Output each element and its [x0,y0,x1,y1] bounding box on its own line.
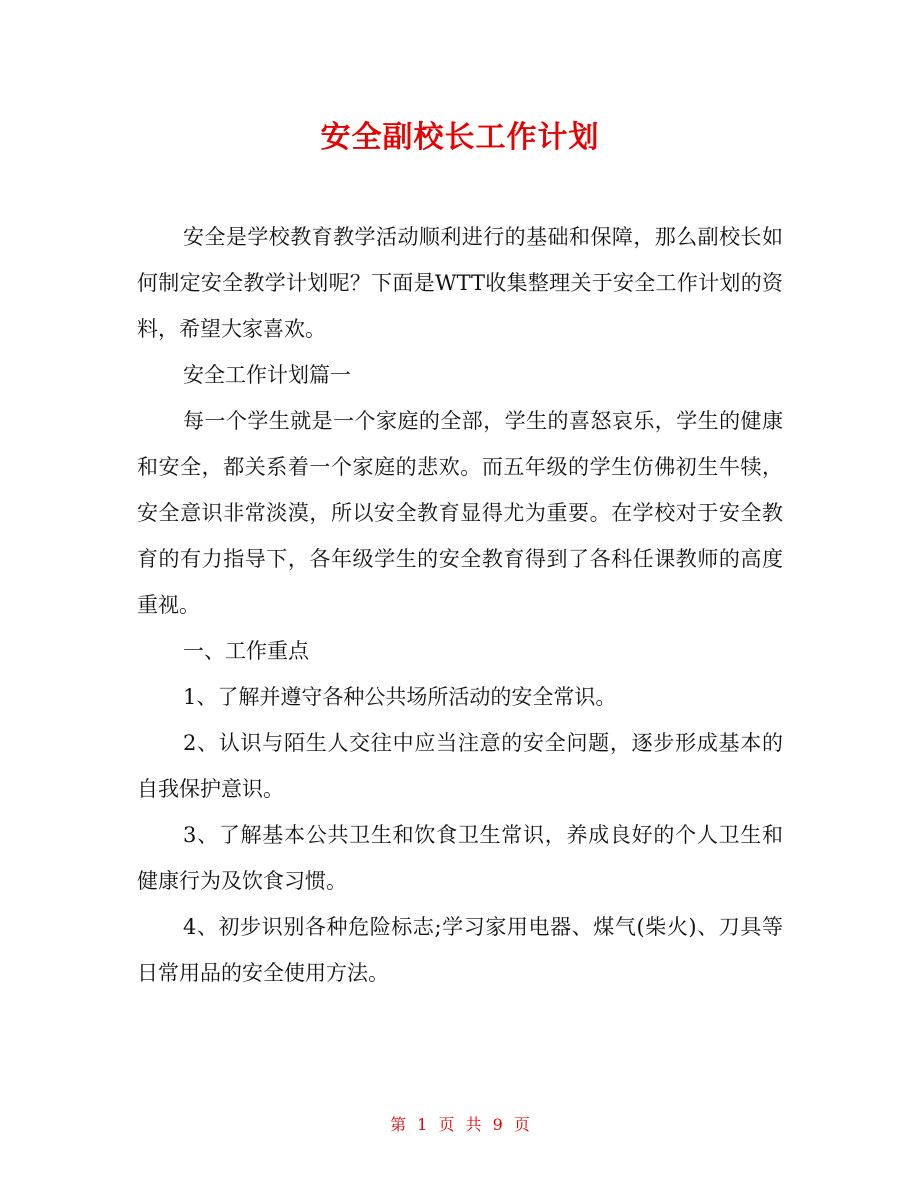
list-item-2: 2、认识与陌生人交往中应当注意的安全问题，逐步形成基本的自我保护意识。 [137,731,783,801]
document-body [137,214,783,996]
document-title: 安全副校长工作计划 [320,120,600,155]
page-footer: 第 1 页 共 9 页 [390,1115,530,1134]
subsection-heading: 一、工作重点 [183,639,309,663]
body-paragraph: 每一个学生就是一个家庭的全部，学生的喜怒哀乐，学生的健康和安全，都关系着一个家庭的悲欢。而五年级的学生仿佛初生牛犊，安全意识非常淡漠，所以安全教育显得尤为重要。在学校对于安全教育的有力指导下，各年级学生的安全教育得到了各科任课教师的高度重视。 [137,409,783,617]
intro-paragraph: 安全是学校教育教学活动顺利进行的基础和保障，那么副校长如何制定安全教学计划呢？下面是WTT收集整理关于安全工作计划的资料，希望大家喜欢。 [137,225,783,341]
list-item-1: 1、了解并遵守各种公共场所活动的安全常识。 [183,685,617,709]
list-item-3: 3、了解基本公共卫生和饮食卫生常识，养成良好的个人卫生和健康行为及饮食习惯。 [137,823,783,893]
list-item-4: 4、初步识别各种危险标志;学习家用电器、煤气(柴火)、刀具等日常用品的安全使用方法。 [137,915,783,985]
section-heading: 安全工作计划篇一 [183,363,351,387]
